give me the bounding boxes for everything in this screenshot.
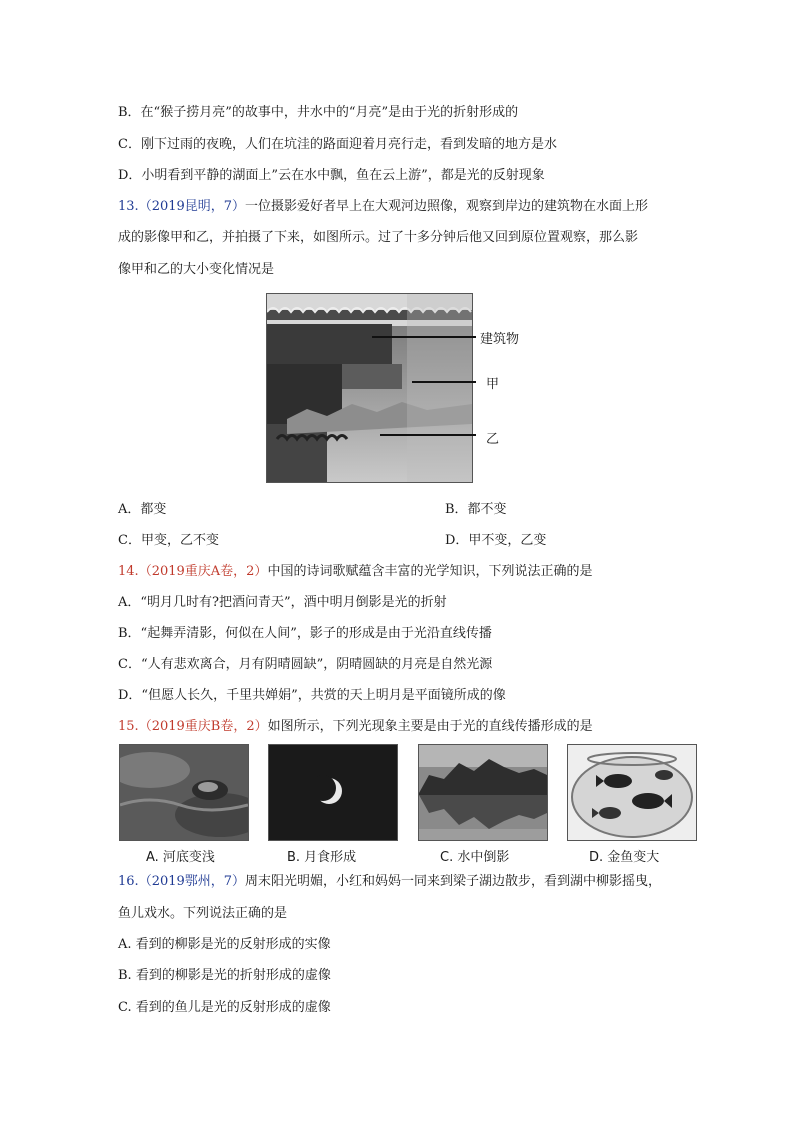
q13-source: （2019昆明，7） xyxy=(138,199,246,214)
q13-jia-leader-line xyxy=(412,381,476,383)
q15-caption-d: D. 金鱼变大 xyxy=(589,850,660,865)
q15-stem xyxy=(118,718,593,736)
q13-label-jia: 甲 xyxy=(486,377,500,392)
q13-stem-line1 xyxy=(118,198,648,216)
q15-photo-d-drawing xyxy=(568,745,696,840)
q14-stem-text: 中国的诗词歌赋蕴含丰富的光学知识，下列说法正确的是 xyxy=(267,564,593,579)
q15-photo-a-riverbed xyxy=(119,744,249,841)
q14-option-b: B．“起舞弄清影，何似在人间”，影子的形成是由于光沿直线传播 xyxy=(118,626,492,641)
q15-number: 15. xyxy=(118,719,139,734)
q15-photo-b-drawing xyxy=(269,745,397,840)
q13-building-leader-line xyxy=(372,336,476,338)
q14-option-d: D．“但愿人长久，千里共婵娟”，共赏的天上明月是平面镜所成的像 xyxy=(118,688,506,703)
q16-stem-text1: 周末阳光明媚，小红和妈妈一同来到梁子湖边散步，看到湖中柳影摇曳， xyxy=(245,874,662,889)
q12-option-b: B．在“猴子捞月亮”的故事中，井水中的“月亮”是由于光的折射形成的 xyxy=(118,105,519,120)
q15-photo-d-goldfish xyxy=(567,744,697,841)
q13-option-a: A．都变 xyxy=(118,502,167,517)
q13-option-b: B．都不变 xyxy=(445,502,507,517)
q13-option-c: C．甲变，乙不变 xyxy=(118,533,219,548)
q16-stem-line1 xyxy=(118,873,661,891)
q13-reflection-photo xyxy=(266,293,473,483)
q13-yi-leader-line xyxy=(380,434,476,436)
q15-caption-c: C. 水中倒影 xyxy=(440,850,510,865)
q15-caption-a: A. 河底变浅 xyxy=(146,850,215,865)
q13-stem-text1: 一位摄影爱好者早上在大观河边照像，观察到岸边的建筑物在水面上形 xyxy=(245,199,649,214)
q16-option-a: A. 看到的柳影是光的反射形成的实像 xyxy=(118,937,331,952)
q16-option-b: B. 看到的柳影是光的折射形成的虚像 xyxy=(118,968,331,983)
q13-option-d: D．甲不变，乙变 xyxy=(445,533,547,548)
q13-photo-drawing xyxy=(267,294,472,482)
q15-caption-b: B. 月食形成 xyxy=(287,850,357,865)
q15-stem-text: 如图所示，下列光现象主要是由于光的直线传播形成的是 xyxy=(267,719,593,734)
q16-stem-line2: 鱼儿戏水。下列说法正确的是 xyxy=(118,906,288,921)
q15-photo-c-drawing xyxy=(419,745,547,840)
q15-photo-a-drawing xyxy=(120,745,248,840)
q15-source: （2019重庆B卷，2） xyxy=(138,719,268,734)
q15-photo-b-eclipse xyxy=(268,744,398,841)
q13-label-building: 建筑物 xyxy=(480,332,520,347)
q16-option-c: C. 看到的鱼儿是光的反射形成的虚像 xyxy=(118,1000,331,1015)
q16-source: （2019鄂州，7） xyxy=(138,874,246,889)
q13-stem-line2: 成的影像甲和乙，并拍摄了下来，如图所示。过了十多分钟后他又回到原位置观察，那么影 xyxy=(118,230,639,245)
q13-label-yi: 乙 xyxy=(486,432,500,447)
q14-number: 14. xyxy=(118,564,139,579)
q14-option-a: A．“明月几时有?把酒问青天”，酒中明月倒影是光的折射 xyxy=(118,595,447,610)
q12-option-d: D．小明看到平静的湖面上”云在水中飘，鱼在云上游”，都是光的反射现象 xyxy=(118,168,545,183)
q15-photo-c-reflection xyxy=(418,744,548,841)
q12-option-c: C．刚下过雨的夜晚，人们在坑洼的路面迎着月亮行走，看到发暗的地方是水 xyxy=(118,137,557,152)
q13-number: 13. xyxy=(118,199,139,214)
q14-stem xyxy=(118,563,592,581)
q14-source: （2019重庆A卷，2） xyxy=(138,564,268,579)
q14-option-c: C．“人有悲欢离合，月有阴晴圆缺”，阴晴圆缺的月亮是自然光源 xyxy=(118,657,493,672)
q13-stem-line3: 像甲和乙的大小变化情况是 xyxy=(118,262,275,277)
q16-number: 16. xyxy=(118,874,139,889)
